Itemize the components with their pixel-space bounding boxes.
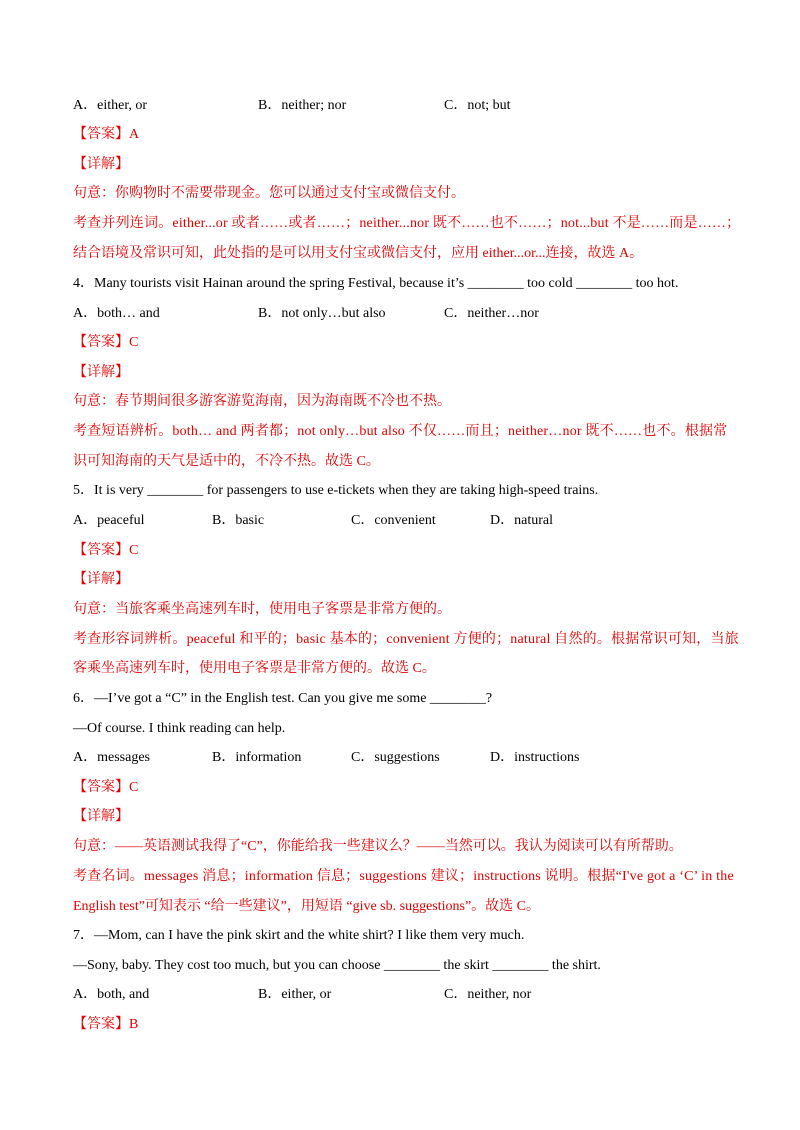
q6-option-b: B．information xyxy=(212,750,302,765)
q5-stem: 5．It is very ________ for passengers to use e-tickets when they are taking high-speed trains. xyxy=(73,483,599,498)
q3-analysis-2: 结合语境及常识可知，此处指的是可以用支付宝或微信支付，应用 either...or...连接，故选 A。 xyxy=(73,246,644,261)
q5-option-a: A．peaceful xyxy=(73,513,145,528)
q4-detail-label: 【详解】 xyxy=(73,365,129,380)
q6-stem-2: —Of course. I think reading can help. xyxy=(73,721,286,736)
q3-option-a: A．either, or xyxy=(73,98,148,113)
q7-stem-2: —Sony, baby. They cost too much, but you can choose ________ the skirt ________ the shirt. xyxy=(73,958,601,973)
q4-option-a: A．both… and xyxy=(73,306,160,321)
q4-analysis-1: 考查短语辨析。both… and 两者都；not only…but also 不仅……而且；neither…nor 既不……也不。根据常 xyxy=(73,424,728,439)
q4-stem: 4．Many tourists visit Hainan around the spring Festival, because it’s ________ too cold ________ too hot. xyxy=(73,276,679,291)
q5-option-d: D．natural xyxy=(490,513,553,528)
q4-answer: 【答案】C xyxy=(73,335,139,350)
q5-detail-label: 【详解】 xyxy=(73,572,129,587)
q3-option-c: C．not; but xyxy=(444,98,511,113)
q6-option-d: D．instructions xyxy=(490,750,580,765)
q7-option-b: B．either, or xyxy=(258,987,332,1002)
q7-stem-1: 7．—Mom, can I have the pink skirt and the white shirt? I like them very much. xyxy=(73,928,525,943)
q4-option-c: C．neither…nor xyxy=(444,306,539,321)
q6-answer: 【答案】C xyxy=(73,780,139,795)
q5-answer: 【答案】C xyxy=(73,543,139,558)
q3-analysis-1: 考查并列连词。either...or 或者……或者……；neither...nor 既不……也不……；not...but 不是……而是……； xyxy=(73,216,741,231)
q6-detail-label: 【详解】 xyxy=(73,809,129,824)
q3-meaning: 句意：你购物时不需要带现金。您可以通过支付宝或微信支付。 xyxy=(73,186,465,201)
q5-meaning: 句意：当旅客乘坐高速列车时，使用电子客票是非常方便的。 xyxy=(73,602,451,617)
q5-option-c: C．convenient xyxy=(351,513,436,528)
q6-stem-1: 6．—I’ve got a “C” in the English test. Can you give me some ________? xyxy=(73,691,493,706)
q4-meaning: 句意：春节期间很多游客游览海南，因为海南既不冷也不热。 xyxy=(73,394,451,409)
q3-option-b: B．neither; nor xyxy=(258,98,347,113)
q5-analysis-2: 客乘坐高速列车时，使用电子客票是非常方便的。故选 C。 xyxy=(73,661,436,676)
q3-answer: 【答案】A xyxy=(73,127,140,142)
q7-answer: 【答案】B xyxy=(73,1017,139,1032)
q5-analysis-1: 考查形容词辨析。peaceful 和平的；basic 基本的；convenient 方便的；natural 自然的。根据常识可知，当旅 xyxy=(73,632,739,647)
q7-option-a: A．both, and xyxy=(73,987,150,1002)
q5-option-b: B．basic xyxy=(212,513,265,528)
q4-analysis-2: 识可知海南的天气是适中的，不冷不热。故选 C。 xyxy=(73,454,380,469)
q6-meaning: 句意：——英语测试我得了“C”，你能给我一些建议么？——当然可以。我认为阅读可以有所帮助。 xyxy=(73,839,683,854)
q4-option-b: B．not only…but also xyxy=(258,306,386,321)
q7-option-c: C．neither, nor xyxy=(444,987,532,1002)
q6-option-c: C．suggestions xyxy=(351,750,440,765)
q3-detail-label: 【详解】 xyxy=(73,157,129,172)
q6-analysis-2: English test”可知表示 “给一些建议”，用短语 “give sb. suggestions”。故选 C。 xyxy=(73,899,541,914)
q6-analysis-1: 考查名词。messages 消息；information 信息；suggestions 建议；instructions 说明。根据“I've got a ‘C’ in the xyxy=(73,869,734,884)
q6-option-a: A．messages xyxy=(73,750,150,765)
